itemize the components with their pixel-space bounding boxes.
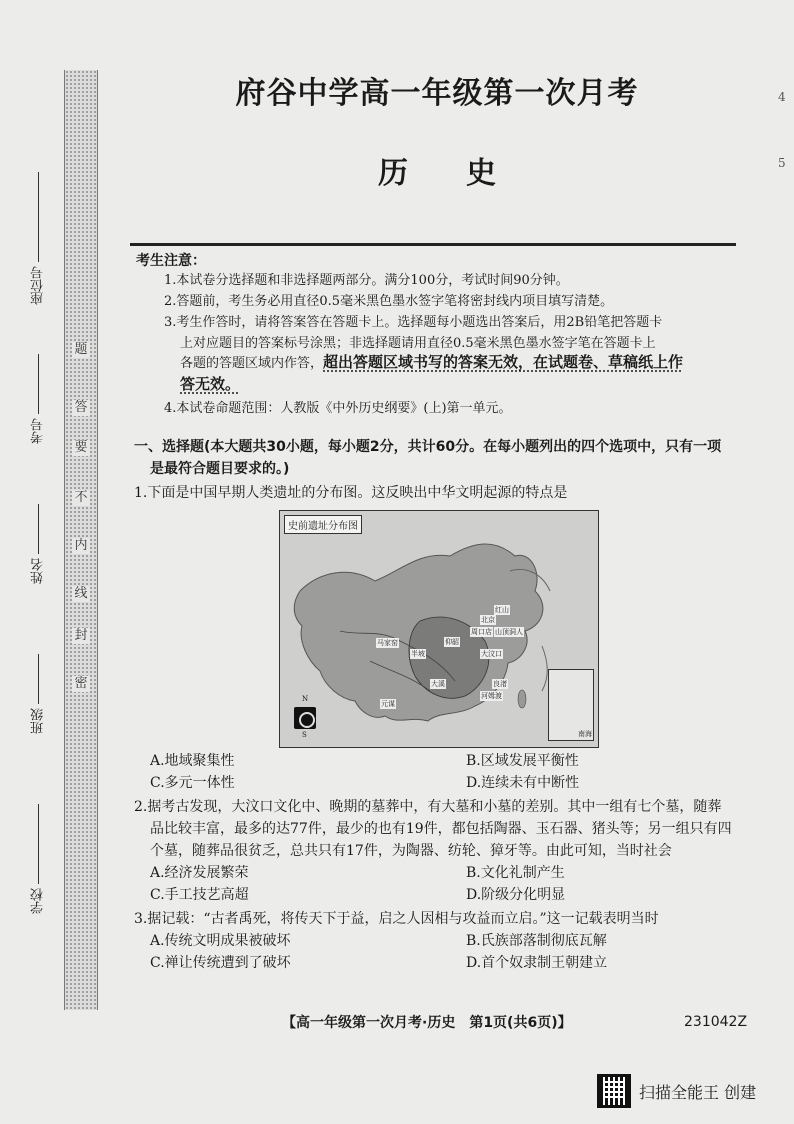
notice-item <box>164 374 746 396</box>
notice-item <box>164 352 746 374</box>
compass-south-label: S <box>302 731 307 739</box>
site-label: 元谋 <box>381 700 395 708</box>
name-label: 姓名 <box>30 558 46 584</box>
site-label: 仰韶 <box>445 638 459 646</box>
question-stem: 个墓，随葬品很贫乏，总共只有17件，为陶器、纺轮、獐牙等。由此可知，当时社会 <box>150 843 672 859</box>
option-b: B.氏族部落制彻底瓦解 <box>466 933 607 949</box>
seal-char: 题 <box>72 342 90 358</box>
option-a: A.经济发展繁荣 <box>150 865 249 881</box>
question-stem: 2.据考古发现，大汶口文化中、晚期的墓葬中，有大墓和小墓的差别。其中一组有七个墓，随葬 <box>134 799 722 815</box>
site-label: 马家窑 <box>377 639 398 647</box>
option-c: C.手工技艺高超 <box>150 887 249 903</box>
option-d: D.阶级分化明显 <box>466 887 566 903</box>
site-label: 良渚 <box>493 680 507 688</box>
site-label: 红山 <box>495 606 509 614</box>
notice-emphasis: 超出答题区域书写的答案无效，在试题卷、草稿纸上作 <box>323 353 684 371</box>
seal-char: 答 <box>72 400 90 416</box>
section-title <box>134 436 746 480</box>
class-label: 班级 <box>30 708 46 734</box>
school-field <box>18 800 58 914</box>
prehistoric-sites-map <box>279 510 599 748</box>
notice-item: 上对应题目的答案标号涂黑；非选择题请用直径0.5毫米黑色墨水签字笔在答题卡上 <box>180 336 656 351</box>
seal-char: 线 <box>72 586 90 602</box>
name-field <box>18 500 58 584</box>
question-stem: 3.据记载：“古者禹死，将传天下于益，启之人因相与攻益而立启。”这一记载表明当时 <box>134 911 659 927</box>
header-rule <box>130 243 736 246</box>
option-b: B.区域发展平衡性 <box>466 753 579 769</box>
notice-heading: 考生注意： <box>136 253 206 269</box>
notice-item: 1.本试卷分选择题和非选择题两部分。满分100分，考试时间90分钟。 <box>164 273 569 288</box>
seat-number-label: 座位号 <box>30 266 46 305</box>
seal-char: 封 <box>72 628 90 644</box>
subject-title: 历史 <box>378 156 554 191</box>
school-label: 学校 <box>30 888 46 914</box>
question-stem: 品比较丰富，最多的达77件，最少的也有19件，都包括陶器、玉石器、猪头等；另一组只有四 <box>150 821 732 837</box>
site-label: 北京 <box>481 616 495 624</box>
site-label: 大溪 <box>431 680 445 688</box>
site-label: 周口店 <box>471 628 492 636</box>
compass-icon <box>294 707 316 729</box>
compass-north-label: N <box>302 695 309 703</box>
site-label: 河姆渡 <box>481 692 502 700</box>
seal-char: 密 <box>72 676 90 692</box>
option-b: B.文化礼制产生 <box>466 865 565 881</box>
option-d: D.连续未有中断性 <box>466 775 580 791</box>
site-label: 半坡 <box>411 650 425 658</box>
seal-char: 要 <box>72 440 90 456</box>
section-title-line: 是最符合题目要求的。) <box>150 461 290 477</box>
class-field <box>18 650 58 734</box>
exam-number-label: 考号 <box>30 418 46 444</box>
map-title: 史前遗址分布图 <box>284 515 362 534</box>
notice-item: 3.考生作答时，请将答案答在答题卡上。选择题每小题选出答案后，用2B铅笔把答题卡 <box>164 315 663 330</box>
paper-code: 231042Z <box>684 1014 748 1030</box>
page-footer: 【高一年级第一次月考·历史 第1页(共6页)】 <box>282 1015 572 1031</box>
option-a: A.传统文明成果被破坏 <box>150 933 291 949</box>
inset-label: 南海 <box>578 730 592 738</box>
notice-item: 4.本试卷命题范围：人教版《中外历史纲要》(上)第一单元。 <box>164 401 512 416</box>
option-c: C.禅让传统遭到了破坏 <box>150 955 291 971</box>
notice-emphasis: 答无效。 <box>180 375 241 393</box>
option-c: C.多元一体性 <box>150 775 235 791</box>
section-title-line: 一、选择题(本大题共30小题，每小题2分，共计60分。在每小题列出的四个选项中，只有一项 <box>134 439 722 455</box>
seal-char: 内 <box>72 538 90 554</box>
qr-code-icon <box>597 1074 631 1108</box>
scanner-watermark <box>597 1074 756 1108</box>
site-label: 大汶口 <box>481 650 502 658</box>
seal-char: 不 <box>72 490 90 506</box>
seat-number-field <box>18 168 58 305</box>
notice-text: 各题的答题区域内作答， <box>180 356 324 371</box>
exam-number-field <box>18 350 58 444</box>
page-title: 府谷中学高一年级第一次月考 <box>235 76 639 111</box>
edge-mark: 4 <box>778 90 786 104</box>
site-label: 山顶洞人 <box>495 628 523 636</box>
option-d: D.首个奴隶制王朝建立 <box>466 955 608 971</box>
option-a: A.地域聚集性 <box>150 753 235 769</box>
question-stem: 1.下面是中国早期人类遗址的分布图。这反映出中华文明起源的特点是 <box>134 485 568 501</box>
notice-item: 2.答题前，考生务必用直径0.5毫米黑色墨水签字笔将密封线内项目填写清楚。 <box>164 294 614 309</box>
scanner-text: 扫描全能王 创建 <box>639 1082 757 1102</box>
edge-mark: 5 <box>778 156 786 170</box>
